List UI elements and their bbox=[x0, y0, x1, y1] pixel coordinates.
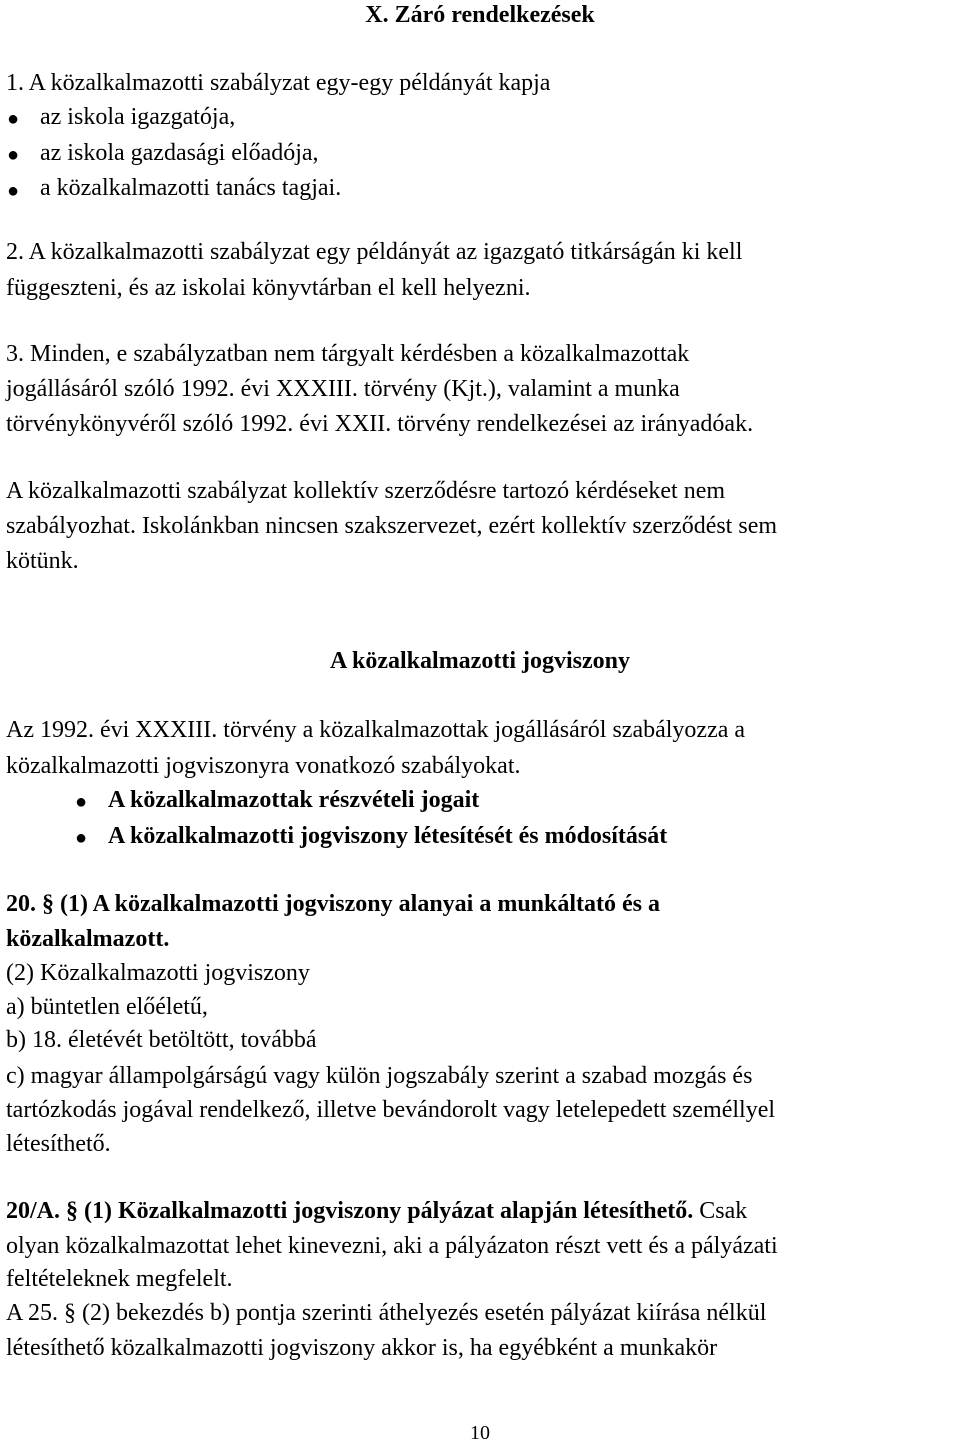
section-20a-first-line bbox=[6, 1196, 747, 1226]
bullet-icon: ● bbox=[6, 144, 20, 166]
section-20a-title-rest: Csak bbox=[693, 1198, 748, 1224]
section-20-line: tartózkodás jogával rendelkező, illetve bevándorolt vagy letelepedett személlyel bbox=[6, 1097, 776, 1123]
list-item: az iskola gazdasági előadója, bbox=[40, 140, 319, 166]
paragraph-3-line: törvénykönyvéről szóló 1992. évi XXII. törvény rendelkezései az irányadóak. bbox=[6, 411, 754, 437]
section-heading: X. Záró rendelkezések bbox=[365, 2, 595, 28]
section-20-line: b) 18. életévét betöltött, továbbá bbox=[6, 1027, 317, 1053]
paragraph-1: 1. A közalkalmazotti szabályzat egy-egy példányát kapja bbox=[6, 70, 551, 96]
section-20-title-cont: közalkalmazott. bbox=[6, 926, 170, 952]
page-number: 10 bbox=[470, 1422, 490, 1444]
section-20a-line: létesíthető közalkalmazotti jogviszony akkor is, ha egyébként a munkakör bbox=[6, 1335, 718, 1361]
subheading: A közalkalmazotti jogviszony bbox=[330, 648, 630, 674]
bullet-icon: ● bbox=[6, 108, 20, 130]
section-20a-title: 20/A. § (1) Közalkalmazotti jogviszony pályázat alapján létesíthető. bbox=[6, 1198, 694, 1224]
section-20-line: c) magyar állampolgárságú vagy külön jogszabály szerint a szabad mozgás és bbox=[6, 1063, 753, 1089]
paragraph-4-line: A közalkalmazotti szabályzat kollektív szerződésre tartozó kérdéseket nem bbox=[6, 478, 726, 504]
section-20a-line: A 25. § (2) bekezdés b) pontja szerinti áthelyezés esetén pályázat kiírása nélkül bbox=[6, 1300, 767, 1326]
paragraph-2-line: függeszteni, és az iskolai könyvtárban el kell helyezni. bbox=[6, 275, 531, 301]
paragraph-3-line: jogállásáról szóló 1992. évi XXXIII. törvény (Kjt.), valamint a munka bbox=[6, 376, 680, 402]
section-20-title: 20. § (1) A közalkalmazotti jogviszony alanyai a munkáltató és a bbox=[6, 891, 661, 917]
list-item: a közalkalmazotti tanács tagjai. bbox=[40, 175, 342, 201]
paragraph-2-line: 2. A közalkalmazotti szabályzat egy példányát az igazgató titkárságán ki kell bbox=[6, 239, 743, 265]
bullet-icon: ● bbox=[6, 180, 20, 202]
bullet-icon: ● bbox=[74, 791, 88, 813]
bold-list-item: A közalkalmazottak részvételi jogait bbox=[108, 787, 480, 813]
section-20-line: létesíthető. bbox=[6, 1131, 111, 1157]
list-item: az iskola igazgatója, bbox=[40, 104, 236, 130]
paragraph-4-line: kötünk. bbox=[6, 548, 79, 574]
bold-list-item: A közalkalmazotti jogviszony létesítését és módosítását bbox=[108, 823, 668, 849]
section-20a-line: feltételeknek megfelelt. bbox=[6, 1266, 233, 1292]
paragraph-5-line: Az 1992. évi XXXIII. törvény a közalkalmazottak jogállásáról szabályozza a bbox=[6, 717, 746, 743]
paragraph-3-line: 3. Minden, e szabályzatban nem tárgyalt kérdésben a közalkalmazottak bbox=[6, 341, 690, 367]
bullet-icon: ● bbox=[74, 827, 88, 849]
section-20-line: a) büntetlen előéletű, bbox=[6, 994, 208, 1020]
section-20-line: (2) Közalkalmazotti jogviszony bbox=[6, 960, 310, 986]
paragraph-4-line: szabályozhat. Iskolánkban nincsen szakszervezet, ezért kollektív szerződést sem bbox=[6, 513, 778, 539]
section-20a-line: olyan közalkalmazottat lehet kinevezni, aki a pályázaton részt vett és a pályázati bbox=[6, 1233, 778, 1259]
paragraph-5-line: közalkalmazotti jogviszonyra vonatkozó szabályokat. bbox=[6, 753, 521, 779]
